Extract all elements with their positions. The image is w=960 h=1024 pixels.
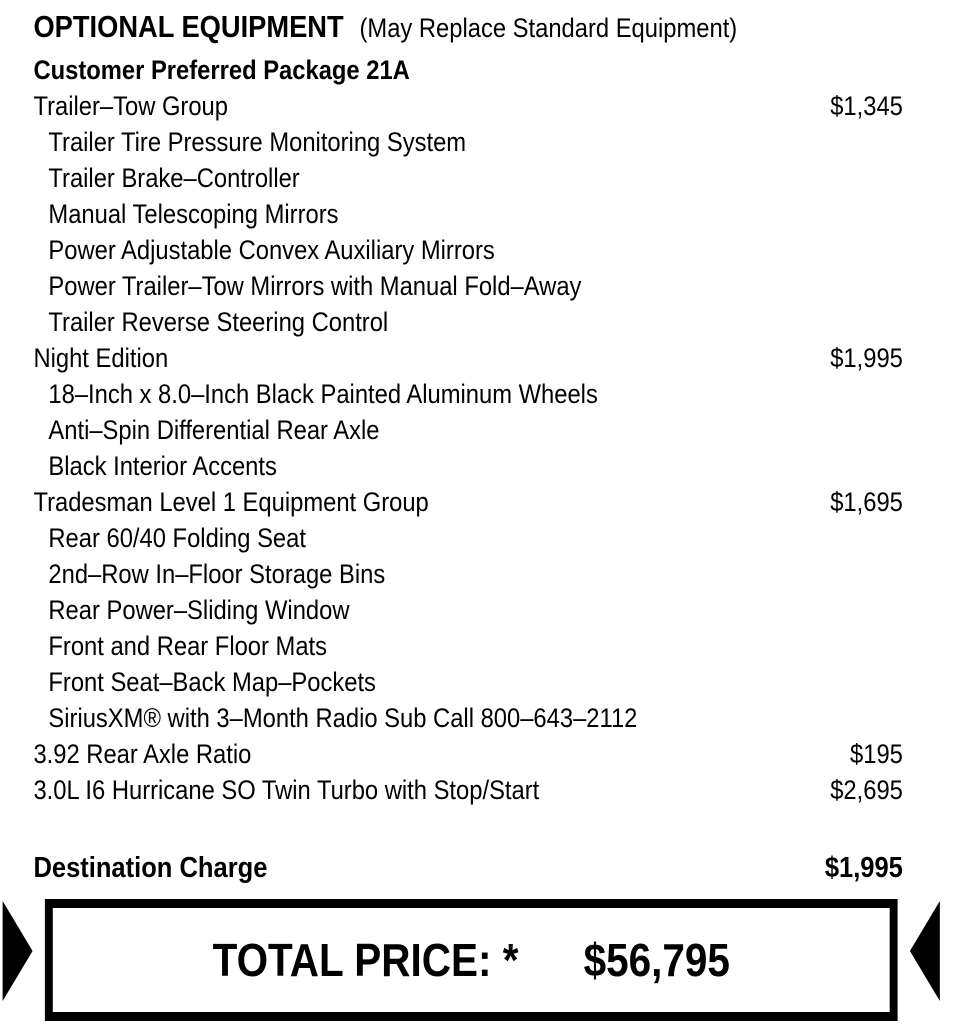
option-price: $2,695 — [830, 775, 903, 805]
destination-charge-row — [33, 850, 902, 886]
option-subitem: Rear 60/40 Folding Seat — [48, 523, 306, 553]
option-label: 3.92 Rear Axle Ratio — [33, 739, 252, 769]
option-subitem: Black Interior Accents — [48, 451, 277, 481]
option-price: $1,995 — [830, 343, 903, 373]
total-price-value: $56,795 — [583, 934, 730, 986]
option-subitem: Power Trailer–Tow Mirrors with Manual Fold–Away — [48, 271, 582, 301]
option-row — [33, 772, 902, 808]
option-subitem: 2nd–Row In–Floor Storage Bins — [48, 559, 386, 589]
option-price: $1,345 — [830, 91, 903, 121]
option-price: $195 — [850, 739, 903, 769]
total-price-section — [0, 899, 960, 1024]
option-subitem: Front Seat–Back Map–Pockets — [48, 667, 376, 697]
option-row — [33, 484, 902, 520]
options-list — [33, 88, 902, 808]
option-group — [33, 772, 902, 808]
option-price: $1,695 — [830, 487, 903, 517]
option-subitem: SiriusXM® with 3–Month Radio Sub Call 800–643–2112 — [48, 703, 638, 733]
option-label: Trailer–Tow Group — [33, 91, 228, 121]
option-row — [33, 340, 902, 376]
package-name: Customer Preferred Package 21A — [33, 55, 410, 85]
total-price-label: TOTAL PRICE: * — [212, 934, 519, 986]
option-group — [33, 88, 902, 340]
destination-charge-label: Destination Charge — [33, 852, 268, 884]
option-subitem: Trailer Tire Pressure Monitoring System — [48, 127, 467, 157]
option-subitem: Front and Rear Floor Mats — [48, 631, 328, 661]
right-arrow-icon — [910, 901, 940, 1001]
option-label: Tradesman Level 1 Equipment Group — [33, 487, 429, 517]
left-arrow-icon — [3, 901, 33, 1001]
option-group — [33, 484, 902, 736]
option-group — [33, 340, 902, 484]
section-title: OPTIONAL EQUIPMENT — [33, 9, 344, 44]
total-price-box — [45, 899, 898, 1021]
option-subitem: Trailer Reverse Steering Control — [48, 307, 389, 337]
option-subitem: Rear Power–Sliding Window — [48, 595, 350, 625]
option-subitem: Anti–Spin Differential Rear Axle — [48, 415, 380, 445]
option-subitem: Manual Telescoping Mirrors — [48, 199, 339, 229]
option-subitem: Trailer Brake–Controller — [48, 163, 300, 193]
option-row — [33, 736, 902, 772]
section-header — [33, 8, 902, 52]
option-label: Night Edition — [33, 343, 169, 373]
section-subtitle: (May Replace Standard Equipment) — [359, 13, 738, 43]
option-subitem: Power Adjustable Convex Auxiliary Mirrors — [48, 235, 495, 265]
option-row — [33, 88, 902, 124]
option-label: 3.0L I6 Hurricane SO Twin Turbo with Stop/Start — [33, 775, 540, 805]
destination-charge-price: $1,995 — [824, 852, 903, 884]
option-subitem: 18–Inch x 8.0–Inch Black Painted Aluminum Wheels — [48, 379, 598, 409]
option-group — [33, 736, 902, 772]
